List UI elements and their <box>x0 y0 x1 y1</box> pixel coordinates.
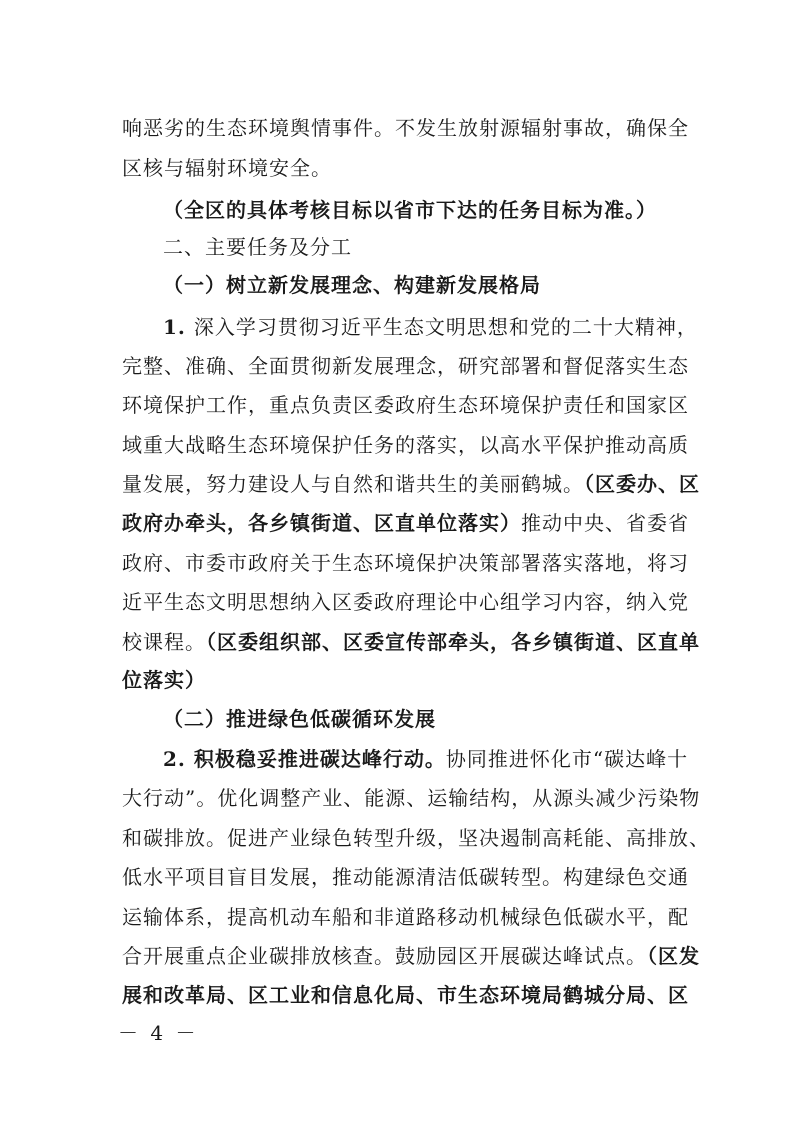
text-segment: 深入学习贯彻习近平生态文明思想和党的二十大精神， <box>193 315 698 339</box>
bold-text-segment: （区委组织部、区委宣传部牵头，各乡镇街道、区直单 <box>206 630 700 654</box>
bold-text-segment: 位落实） <box>122 668 206 692</box>
bold-text-segment: （区委办、区 <box>584 472 700 496</box>
text-segment: 域重大战略生态环境保护任务的落实，以高水平保护推动高质 <box>122 433 689 457</box>
bold-text-segment: （区发 <box>647 944 700 968</box>
text-segment: 响恶劣的生态环境舆情事件。不发生放射源辐射事故，确保全 <box>122 116 689 140</box>
text-line <box>163 699 682 739</box>
text-segment: 政府、市委市政府关于生态环境保护决策部署落实落地，将习 <box>122 551 689 575</box>
text-segment: 合开展重点企业碳排放核查。鼓励园区开展碳达峰试点。 <box>122 944 647 968</box>
page-number: － 4 － <box>118 1021 199 1045</box>
text-segment: 区核与辐射环境安全。 <box>122 156 332 180</box>
text-segment: 和碳排放。促进产业绿色转型升级，坚决遏制高耗能、高排放、 <box>122 826 710 850</box>
text-segment: 近平生态文明思想纳入区委政府理论中心组学习内容，纳入党 <box>122 590 689 614</box>
text-line <box>163 190 682 230</box>
text-line <box>122 425 689 465</box>
text-segment: 协同推进怀化市“碳达峰十 <box>445 747 689 771</box>
bold-text-segment: （二）推进绿色低碳循环发展 <box>163 707 436 731</box>
text-line <box>122 857 689 897</box>
text-line <box>122 975 689 1015</box>
text-line <box>163 227 682 267</box>
text-segment: 量发展，努力建设人与自然和谐共生的美丽鹤城。 <box>122 472 584 496</box>
text-segment: 校课程。 <box>122 630 206 654</box>
text-segment: 运输体系，提高机动车船和非道路移动机械绿色低碳水平，配 <box>122 905 689 929</box>
text-line <box>122 108 689 148</box>
bold-text-segment: （一）树立新发展理念、构建新发展格局 <box>163 273 541 297</box>
text-line <box>163 739 689 779</box>
text-segment: 二、主要任务及分工 <box>163 235 352 259</box>
text-line <box>122 543 689 583</box>
text-line <box>163 265 682 305</box>
text-line <box>122 582 689 622</box>
bold-text-segment: 政府办牵头，各乡镇街道、区直单位落实） <box>122 511 521 535</box>
text-line <box>122 936 700 976</box>
text-segment: 大行动”。优化调整产业、能源、运输结构，从源头减少污染物 <box>122 786 701 810</box>
bold-text-segment: 2. 积极稳妥推进碳达峰行动。 <box>163 747 446 771</box>
text-line <box>122 148 682 188</box>
bold-text-segment: 展和改革局、区工业和信息化局、市生态环境局鹤城分局、区 <box>122 983 689 1007</box>
text-segment: 低水平项目盲目发展，推动能源清洁低碳转型。构建绿色交通 <box>122 865 689 889</box>
text-line <box>122 385 689 425</box>
text-segment: 完整、准确、全面贯彻新发展理念，研究部署和督促落实生态 <box>122 354 689 378</box>
text-segment: 环境保护工作，重点负责区委政府生态环境保护责任和国家区 <box>122 393 689 417</box>
text-line <box>122 503 689 543</box>
text-line <box>122 464 700 504</box>
text-line <box>122 778 701 818</box>
text-line <box>163 307 698 347</box>
text-line <box>122 660 682 700</box>
bold-text-segment: 1. <box>163 315 194 339</box>
text-line <box>122 897 689 937</box>
text-line <box>122 346 689 386</box>
bold-text-segment: （全区的具体考核目标以省市下达的任务目标为准。） <box>163 198 657 222</box>
text-line <box>122 622 700 662</box>
text-segment: 推动中央、省委省 <box>521 511 689 535</box>
text-line <box>122 818 710 858</box>
